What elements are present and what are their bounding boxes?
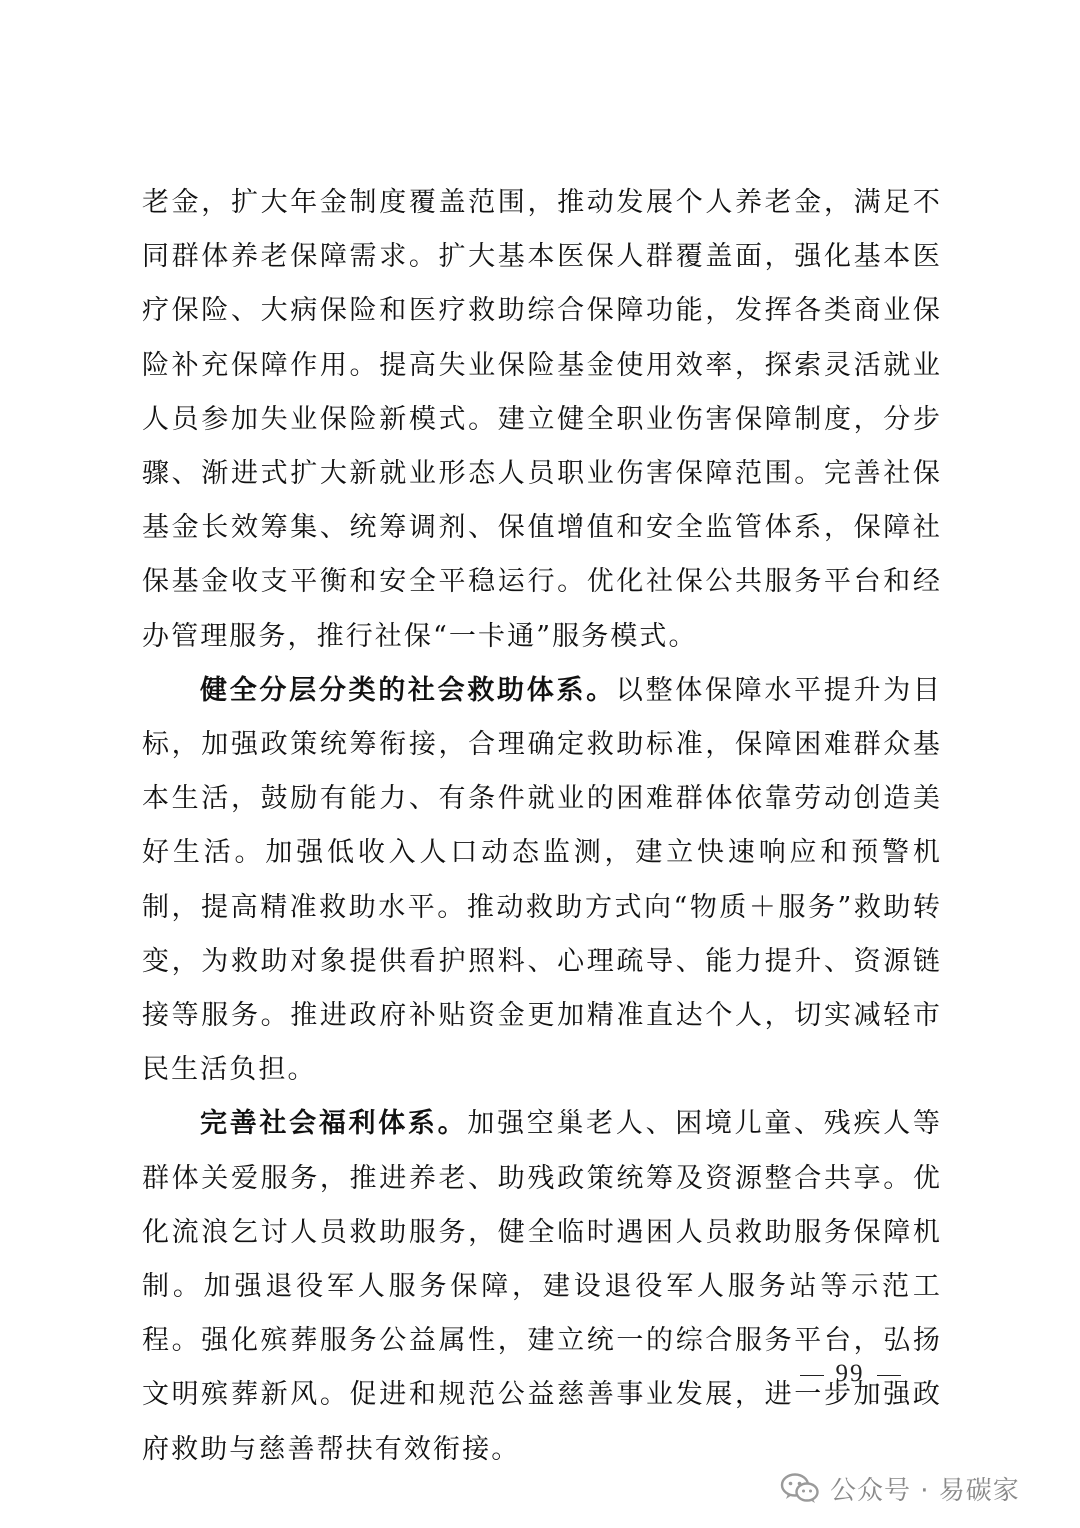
- paragraph-social-welfare: [142, 1097, 942, 1476]
- page-number-value: 99: [835, 1360, 865, 1387]
- wechat-watermark: [780, 1468, 1020, 1508]
- paragraph-lead-heading: 健全分层分类的社会救助体系。: [200, 674, 616, 706]
- watermark-text: 公众号 · 易碳家: [830, 1475, 1020, 1506]
- page-number-dash-left: [800, 1375, 824, 1377]
- paragraph-pension-insurance: [142, 176, 942, 664]
- document-body: [142, 176, 942, 1477]
- paragraph-text: 以整体保障水平提升为目标，加强政策统筹衔接，合理确定救助标准，保障困难群众基本生活，鼓励有能力、有条件就业的困难群体依靠劳动创造美好生活。加强低收入人口动态监测，建立快速响应和预警机制，提高精准救助水平。推动救助方式向“物质＋服务”救助转变，为救助对象提供看护照料、心理疏导、能力提升、资源链接等服务。推进政府补贴资金更加精准直达个人，切实减轻市民生活负担。: [142, 674, 942, 1086]
- page-number-dash-right: [877, 1375, 901, 1377]
- wechat-icon: [780, 1472, 820, 1504]
- paragraph-text: 加强空巢老人、困境儿童、残疾人等群体关爱服务，推进养老、助残政策统筹及资源整合共享。优化流浪乞讨人员救助服务，健全临时遇困人员救助服务保障机制。加强退役军人服务保障，建设退役军人服务站等示范工程。强化殡葬服务公益属性，建立统一的综合服务平台，弘扬文明殡葬新风。促进和规范公益慈善事业发展，进一步加强政府救助与慈善帮扶有效衔接。: [142, 1108, 942, 1465]
- page-number: [760, 1360, 940, 1388]
- paragraph-lead-heading: 完善社会福利体系。: [200, 1108, 468, 1140]
- paragraph-social-assistance: [142, 664, 942, 1098]
- paragraph-text: 老金，扩大年金制度覆盖范围，推动发展个人养老金，满足不同群体养老保障需求。扩大基本医保人群覆盖面，强化基本医疗保险、大病保险和医疗救助综合保障功能，发挥各类商业保险补充保障作用。提高失业保险基金使用效率，探索灵活就业人员参加失业保险新模式。建立健全职业伤害保障制度，分步骤、渐进式扩大新就业形态人员职业伤害保障范围。完善社保基金长效筹集、统筹调剂、保值增值和安全监管体系，保障社保基金收支平衡和安全平稳运行。优化社保公共服务平台和经办管理服务，推行社保“一卡通”服务模式。: [142, 187, 942, 652]
